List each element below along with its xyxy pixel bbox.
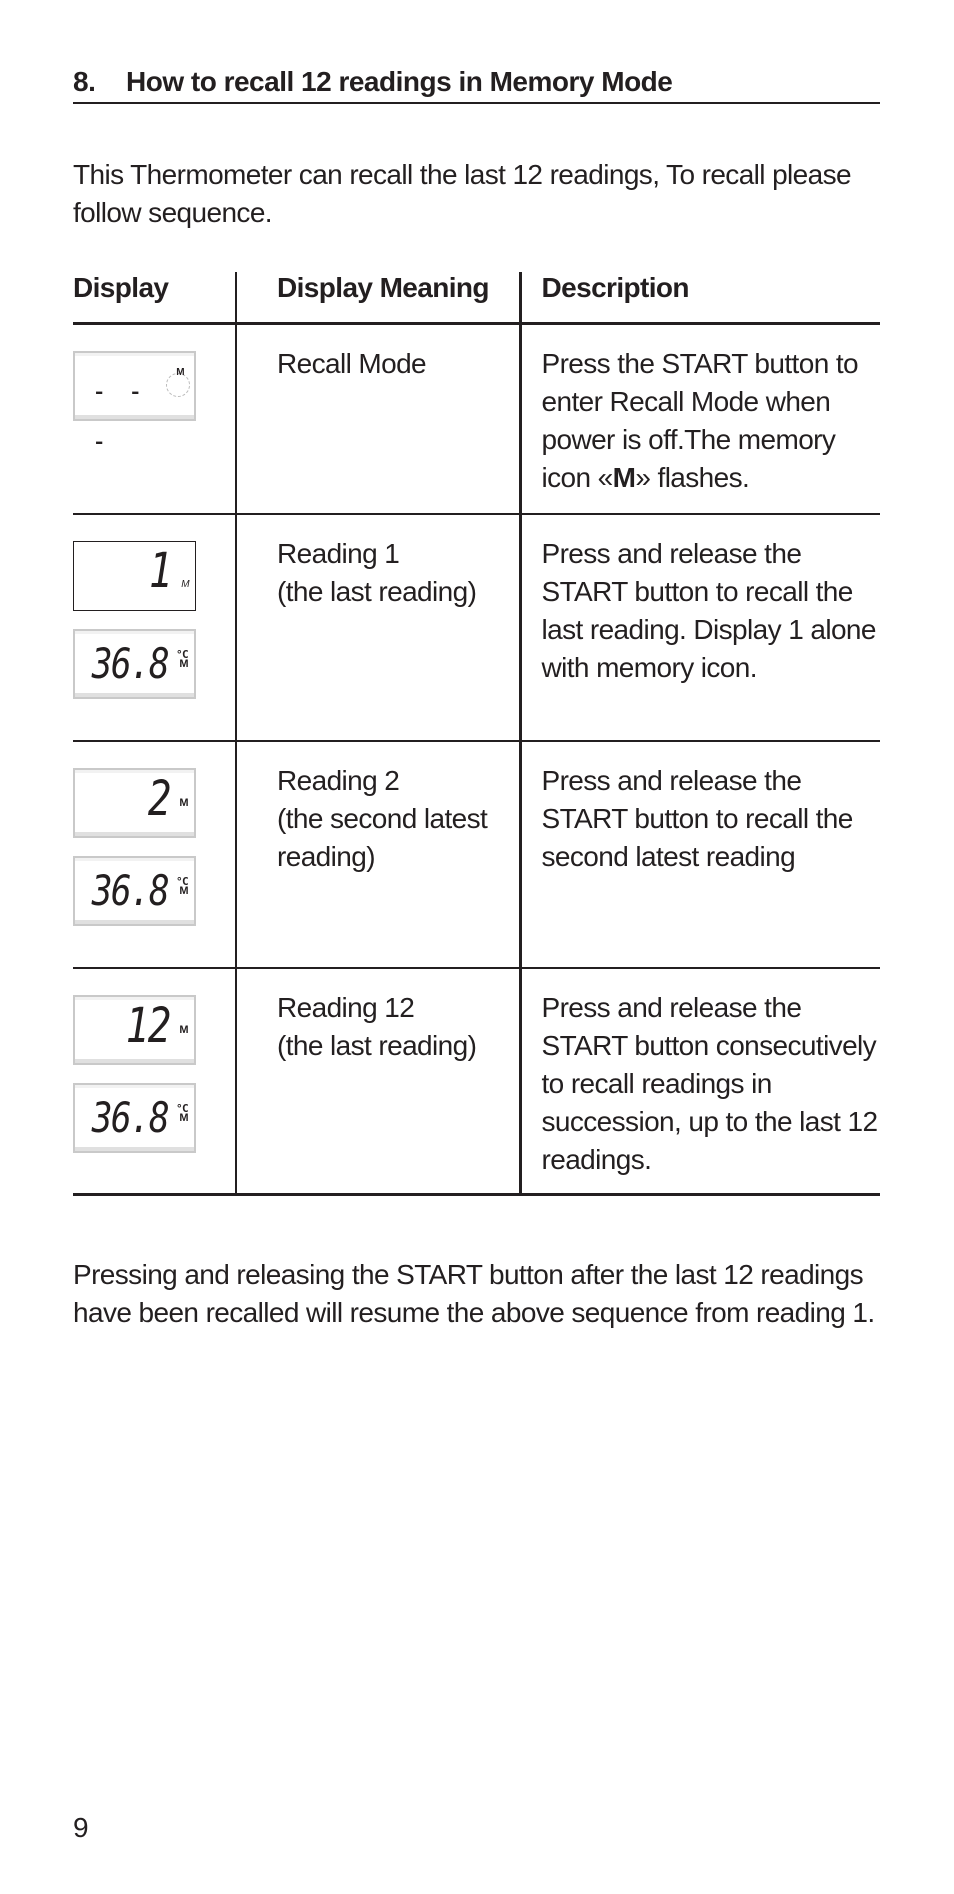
celsius-unit: °C [175,647,188,661]
lcd-display-temperature [73,629,196,699]
section-title: How to recall 12 readings in Memory Mode [126,66,673,97]
description-text: Press the START button to enter Recall Mode when power is off.The memory icon « [541,348,859,493]
description-text-end: » flashes. [635,462,750,493]
lcd-value: 2 [147,770,170,827]
memory-icon: M [176,367,184,378]
header-description: Description [520,272,880,324]
celsius-unit: °C [175,1101,188,1115]
table-header-row [73,272,880,324]
display-cell [73,324,236,514]
description-cell [520,324,880,514]
meaning-cell: Reading 12 (the last reading) [236,968,520,1195]
header-display: Display [73,272,236,324]
meaning-cell: Reading 1 (the last reading) [236,514,520,741]
page-number: 9 [73,1812,89,1843]
lcd-value: 36.8 [91,865,168,915]
lcd-value: - - - [91,374,147,459]
closing-paragraph: Pressing and releasing the START button after the last 12 readings have been recalled will resume the above sequence from reading 1. [73,1259,875,1328]
manual-page [73,0,880,1894]
lcd-value: 12 [125,997,170,1054]
description-cell: Press and release the START button to recall the second latest reading [520,741,880,968]
lcd-value: 36.8 [91,1092,168,1142]
lcd-display-temperature [73,1083,196,1153]
table-row [73,741,880,968]
display-cell [73,968,236,1195]
description-cell: Press and release the START button to recall the last reading. Display 1 alone with memory icon. [520,514,880,741]
meaning-cell: Reading 2 (the second latest reading) [236,741,520,968]
memory-icon: M [179,796,188,809]
table-row [73,514,880,741]
lcd-display-index [73,768,196,838]
celsius-unit: °C [175,874,188,888]
memory-icon: M [179,1023,188,1036]
recall-table [73,272,880,1196]
flashing-memory-icon [166,367,190,397]
table-row [73,968,880,1195]
lcd-display-index [73,541,196,611]
memory-icon: M [179,657,188,670]
memory-icon: M [179,1111,188,1124]
display-cell [73,514,236,741]
meaning-cell: Recall Mode [236,324,520,514]
memory-icon-label: M [612,462,636,493]
lcd-display-recall [73,351,196,459]
intro-paragraph: This Thermometer can recall the last 12 readings, To recall please follow sequence. [73,159,851,228]
display-cell [73,741,236,968]
table-row [73,324,880,514]
memory-icon: M [181,578,189,590]
section-heading [73,66,880,104]
description-cell: Press and release the START button consecutively to recall readings in succession, up to the last 12 readings. [520,968,880,1195]
lcd-display-index [73,995,196,1065]
lcd-value: 36.8 [91,638,168,688]
header-display-meaning: Display Meaning [236,272,520,324]
lcd-display-temperature [73,856,196,926]
section-number: 8. [73,66,96,97]
memory-icon: M [179,884,188,897]
lcd-value: 1 [148,542,171,599]
